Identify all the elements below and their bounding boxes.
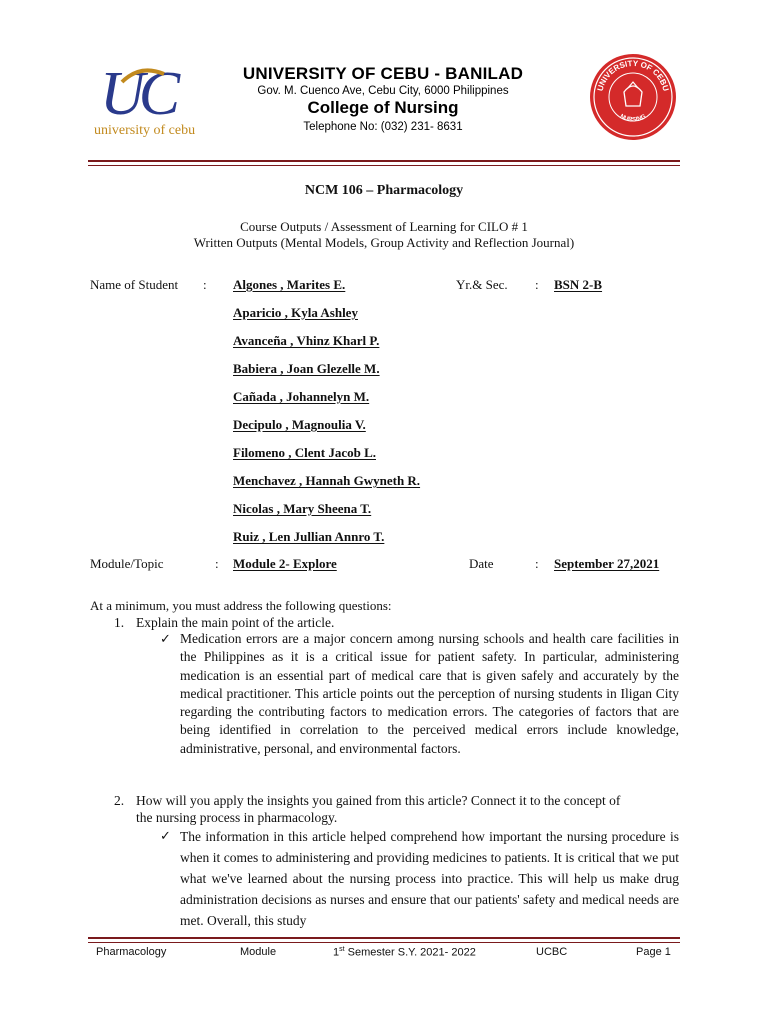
telephone: Telephone No: (032) 231- 8631 bbox=[303, 121, 463, 133]
course-title: NCM 106 – Pharmacology bbox=[304, 183, 464, 198]
course-subtitle-2: Written Outputs (Mental Models, Group Activity and Reflection Journal) bbox=[193, 235, 575, 250]
footer-page: Page 1 bbox=[636, 946, 671, 958]
footer-semester bbox=[333, 946, 476, 959]
university-logo bbox=[92, 58, 212, 140]
date-label: Date bbox=[469, 556, 494, 571]
date-value: September 27,2021 bbox=[554, 556, 660, 571]
student-name: Nicolas , Mary Sheena T. bbox=[233, 501, 372, 516]
question-2-line-1: How will you apply the insights you gained from this article? Connect it to the concept of bbox=[136, 793, 621, 808]
footer-school: UCBC bbox=[536, 946, 568, 958]
student-name: Avanceña , Vhinz Kharl P. bbox=[233, 333, 380, 348]
check-icon: ✓ bbox=[160, 828, 171, 843]
date-colon: : bbox=[535, 556, 539, 571]
check-icon: ✓ bbox=[160, 631, 171, 646]
university-name: UNIVERSITY OF CEBU - BANILAD bbox=[242, 64, 524, 83]
yrsec-colon: : bbox=[535, 277, 539, 292]
university-address: Gov. M. Cuenco Ave, Cebu City, 6000 Philippines bbox=[257, 85, 509, 97]
yrsec-value: BSN 2-B bbox=[554, 277, 603, 292]
logo-monogram: UC bbox=[100, 60, 175, 128]
student-name: Cañada , Johannelyn M. bbox=[233, 389, 370, 404]
module-value: Module 2- Explore bbox=[233, 556, 337, 571]
footer-semester-text: Semester S.Y. 2021- 2022 bbox=[344, 946, 476, 959]
question-2-number: 2. bbox=[114, 793, 125, 808]
seal-text-top: UNIVERSITY OF CEBU bbox=[595, 58, 671, 93]
yrsec-label: Yr.& Sec. bbox=[456, 277, 508, 292]
college-name: College of Nursing bbox=[307, 98, 459, 117]
seal-text-bottom: NURSING bbox=[618, 113, 648, 124]
footer-divider bbox=[88, 937, 680, 943]
course-subtitle-1: Course Outputs / Assessment of Learning for CILO # 1 bbox=[240, 219, 528, 234]
module-colon: : bbox=[215, 556, 219, 571]
student-name: Babiera , Joan Glezelle M. bbox=[233, 361, 380, 376]
college-seal bbox=[588, 52, 678, 142]
questions-intro: At a minimum, you must address the following questions: bbox=[90, 598, 392, 613]
header-divider bbox=[88, 160, 680, 166]
question-2-line-2: the nursing process in pharmacology. bbox=[136, 810, 338, 825]
footer-semester-number: 1 bbox=[333, 946, 340, 959]
student-name: Aparicio , Kyla Ashley bbox=[233, 305, 358, 320]
student-name: Algones , Marites E. bbox=[233, 277, 346, 292]
module-label: Module/Topic bbox=[90, 556, 164, 571]
student-name: Menchavez , Hannah Gwyneth R. bbox=[233, 473, 421, 488]
student-name: Filomeno , Clent Jacob L. bbox=[233, 445, 376, 460]
answer-1: Medication errors are a major concern among nursing schools and health care facilities in the Philippines as it is a critical issue for patient safety. In particular, administering medication is an essential part of medical care that is given safely and accurately by the medical practitioner. This article points out the perception of nursing students in Iligan City regarding the contributing factors to medication errors. The categories of factors that are being identified in correlation to the perceived medical errors include knowledge, administrative, personal, and environmental factors. bbox=[180, 631, 679, 756]
logo-caption: university of cebu bbox=[94, 123, 196, 138]
question-1-number: 1. bbox=[114, 615, 125, 630]
answer-2: The information in this article helped comprehend how important the nursing procedure is when it comes to administering and providing medicines to patients. It is critical that we put what we've learned about the nursing process into practice. This will help us make drug administration decisions as nurses and ensure that our patients' safety and medical needs are met. Overall, this study bbox=[180, 829, 679, 928]
footer-subject: Pharmacology bbox=[96, 946, 167, 958]
student-colon: : bbox=[203, 277, 207, 292]
footer-semester-suffix: st bbox=[339, 946, 345, 953]
student-name: Decipulo , Magnoulia V. bbox=[233, 417, 366, 432]
student-name: Ruiz , Len Jullian Annro T. bbox=[233, 529, 385, 544]
student-label: Name of Student bbox=[90, 277, 179, 292]
footer-module: Module bbox=[240, 946, 277, 958]
question-1: Explain the main point of the article. bbox=[136, 615, 335, 630]
